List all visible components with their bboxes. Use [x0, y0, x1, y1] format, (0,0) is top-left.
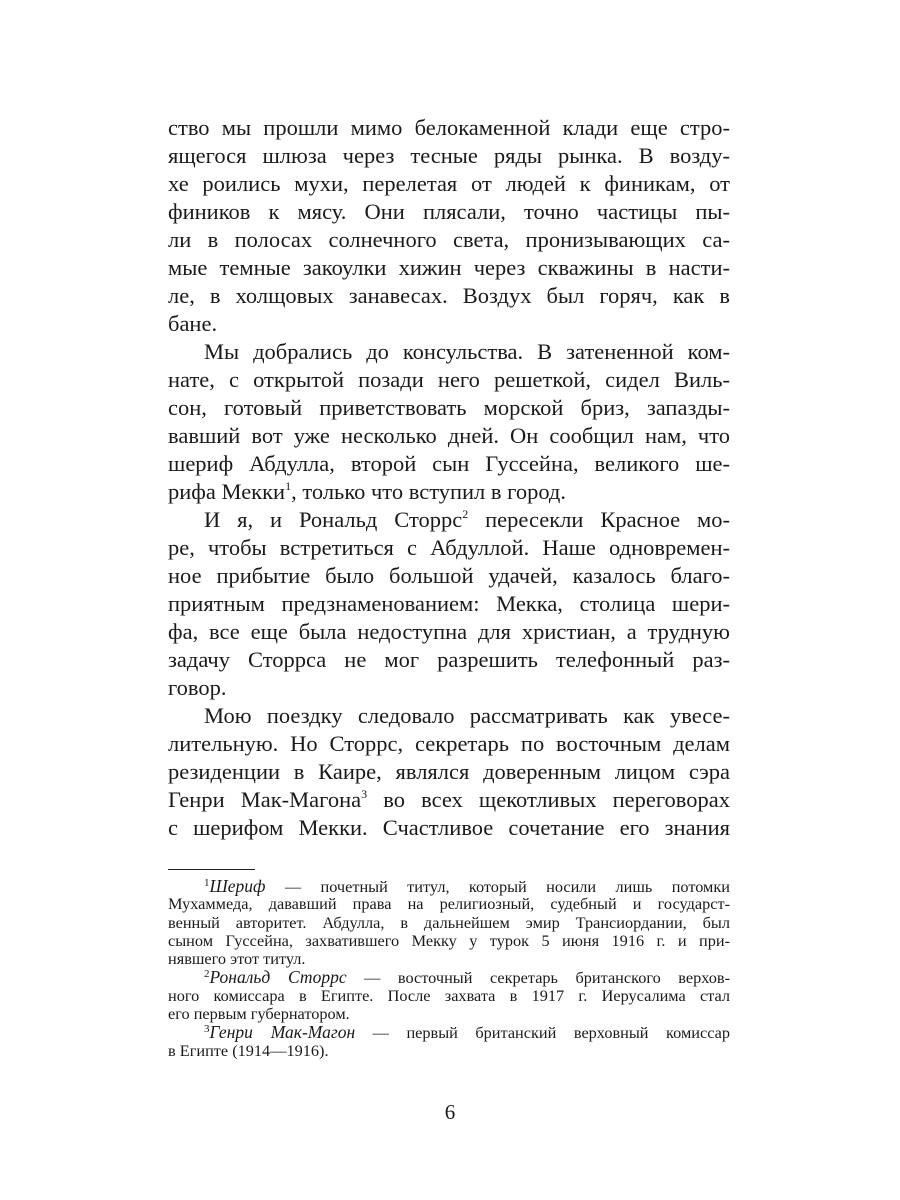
line-text: Мою поездку следовало рассматривать как увесе- — [204, 703, 730, 728]
text-line — [168, 730, 730, 758]
line-text: задачу Сторрса не мог разрешить телефонный раз- — [168, 647, 730, 672]
footnote-text: нявшего этот титул. — [168, 949, 306, 969]
text-line — [168, 562, 730, 590]
footnote-number: 3 — [204, 1023, 210, 1036]
line-text: нате, с открытой позади него решеткой, сидел Виль- — [168, 367, 730, 392]
page-number: 6 — [444, 1100, 456, 1124]
text-line — [168, 758, 730, 786]
line-text: шериф Абдулла, второй сын Гуссейна, великого ше- — [168, 451, 730, 476]
footnote-number: 1 — [204, 877, 210, 889]
text-line — [168, 310, 730, 338]
text-line — [168, 198, 730, 226]
line-text: во всех щекотливых переговорах — [367, 787, 731, 812]
footnote-text: — восточный секретарь британского верхов- — [346, 968, 731, 988]
text-line — [168, 338, 730, 366]
line-text: резиденции в Каире, являлся доверенным лицом сэра — [168, 759, 730, 784]
footnote-text: венный авторитет. Абдулла, в дальнейшем эмир Трансиордании, был — [168, 912, 730, 932]
line-text: сон, готовый приветствовать морской бриз, запазды- — [168, 395, 730, 420]
line-text: с шерифом Мекки. Счастливое сочетание его знания — [168, 815, 730, 840]
line-text: ли в полосах солнечного света, пронизывающих са- — [168, 227, 730, 252]
footnote-text: — почетный титул, который носили лишь потомки — [265, 877, 730, 896]
text-line — [168, 282, 730, 310]
footnote-line — [168, 968, 730, 986]
footnote-mark: 2 — [462, 507, 469, 521]
footnote-text: его первым губернатором. — [168, 1004, 350, 1024]
line-text: И я, и Рональд Сторрс — [204, 507, 463, 532]
footnote-text: ного комиссара в Египте. После захвата в 1917 г. Иерусалима стал — [168, 985, 730, 1005]
footnote-line — [168, 1042, 730, 1060]
line-text: Мы добрались до консульства. В затененной ком- — [204, 339, 730, 364]
footnote-line — [168, 877, 730, 895]
text-line — [168, 226, 730, 254]
line-text: мые темные закоулки хижин через скважины в насти- — [168, 255, 730, 280]
line-text: Генри Мак-Магона — [168, 787, 362, 812]
line-text: , только что вступил в город. — [291, 479, 567, 504]
footnote-mark: 1 — [285, 479, 292, 493]
line-text: говор. — [168, 675, 227, 700]
footnote-term: Рональд Сторрс — [209, 967, 347, 988]
line-text: ное прибытие было большой удачей, казалось благо- — [168, 563, 730, 588]
footnotes — [168, 877, 730, 1060]
line-text: пересекли Красное мо- — [468, 507, 730, 532]
text-line — [168, 478, 730, 506]
footnote-line — [168, 895, 730, 913]
footnote-line — [168, 914, 730, 932]
text-line — [168, 646, 730, 674]
line-text: хе роились мухи, перелетая от людей к финикам, от — [168, 171, 730, 196]
line-text: ре, чтобы встретиться с Абдуллой. Наше одновремен- — [168, 535, 730, 560]
line-text: рифа Мекки — [168, 479, 286, 504]
line-text: ящегося шлюза через тесные ряды рынка. В возду- — [168, 143, 730, 168]
line-text: лительную. Но Сторрс, секретарь по восточным делам — [168, 731, 730, 756]
footnote-line — [168, 950, 730, 968]
footnote-text: Мухаммеда, дававший права на религиозный, судебный и государст- — [168, 894, 730, 914]
footnote-line — [168, 1005, 730, 1023]
line-text: фа, все еще была недоступна для христиан, а трудную — [168, 619, 730, 644]
text-line — [168, 674, 730, 702]
main-text — [168, 114, 730, 842]
text-line — [168, 702, 730, 730]
text-line — [168, 814, 730, 842]
text-line — [168, 534, 730, 562]
footnote-mark: 3 — [361, 787, 368, 801]
line-text: приятным предзнаменованием: Мекка, столица шери- — [168, 591, 730, 616]
text-line — [168, 366, 730, 394]
text-line — [168, 170, 730, 198]
footnote-term: Шериф — [209, 876, 266, 896]
line-text: вавший вот уже несколько дней. Он сообщил нам, что — [168, 423, 730, 448]
text-line — [168, 142, 730, 170]
footnote-text: в Египте (1914—1916). — [168, 1040, 329, 1060]
text-line — [168, 422, 730, 450]
text-line — [168, 618, 730, 646]
footnote-line — [168, 987, 730, 1005]
footnote-number: 2 — [204, 968, 210, 981]
footnote-line — [168, 932, 730, 950]
line-text: ле, в холщовых занавесах. Воздух был горяч, как в — [168, 283, 730, 308]
line-text: ство мы прошли мимо белокаменной клади еще стро- — [168, 115, 730, 140]
text-line — [168, 590, 730, 618]
line-text: фиников к мясу. Они плясали, точно частицы пы- — [168, 199, 730, 224]
footnote-line — [168, 1023, 730, 1041]
text-line — [168, 450, 730, 478]
footnote-term: Генри Мак-Магон — [209, 1022, 356, 1043]
text-line — [168, 254, 730, 282]
text-line — [168, 114, 730, 142]
footnote-text: сыном Гуссейна, захватившего Мекку у турок 5 июня 1916 г. и при- — [168, 930, 730, 950]
line-text: бане. — [168, 311, 218, 336]
footnote-divider — [168, 869, 255, 870]
text-line — [168, 786, 730, 814]
footnote-text: — первый британский верховный комиссар — [355, 1023, 730, 1043]
text-line — [168, 506, 730, 534]
text-line — [168, 394, 730, 422]
